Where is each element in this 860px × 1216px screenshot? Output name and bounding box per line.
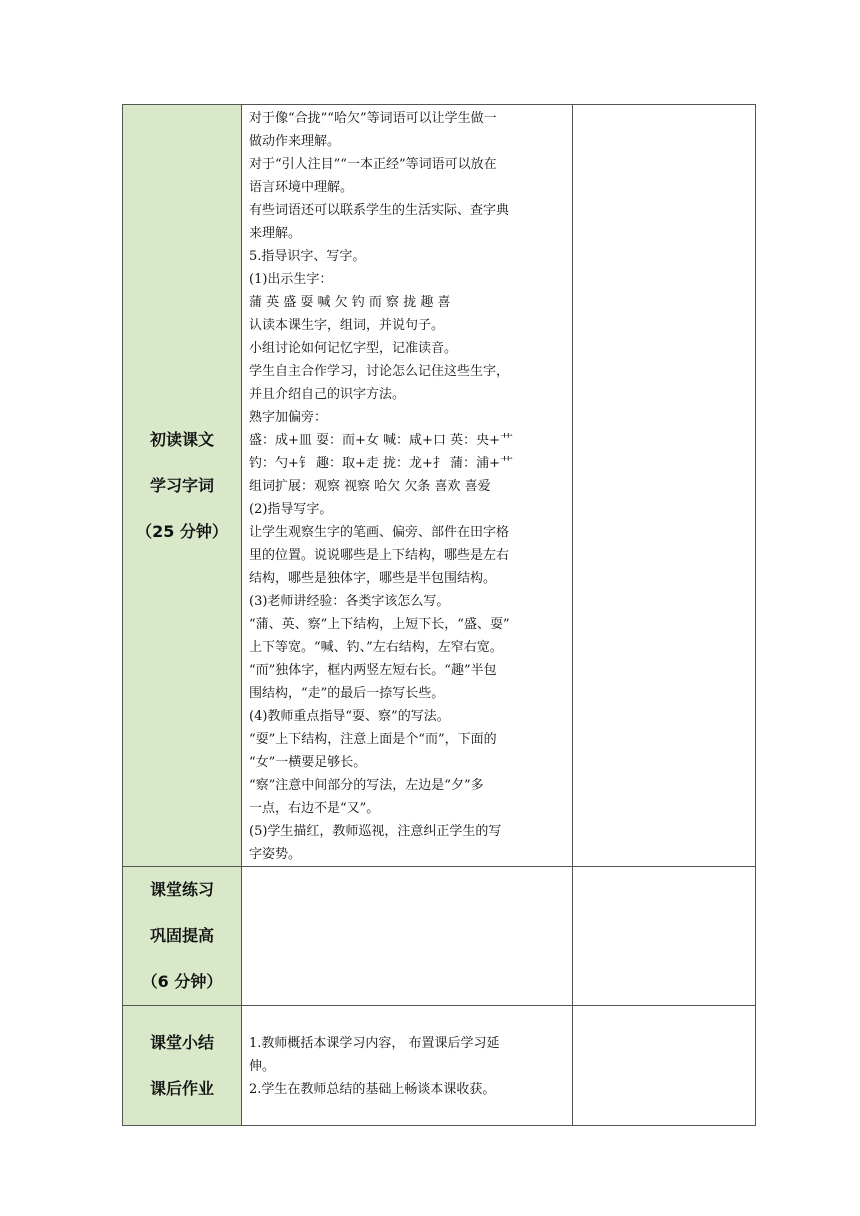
notes-cell — [573, 105, 756, 867]
section-label: 课堂小结 — [149, 1032, 214, 1052]
section-time: （6 分钟） — [141, 972, 223, 991]
content-line: 语言环境中理解。 — [249, 180, 354, 195]
activity-content-cell — [242, 867, 573, 1006]
content-line: 认读本课生字，组词，并说句子。 — [249, 318, 445, 333]
notes-cell — [573, 1006, 756, 1126]
content-line: 学生自主合作学习，讨论怎么记住这些生字， — [249, 364, 510, 379]
content-line: “耍”上下结构，注意上面是个“而”，下面的 — [249, 732, 497, 747]
notes-cell — [573, 867, 756, 1006]
activity-content-cell — [242, 1006, 573, 1126]
content-line: 有些词语还可以联系学生的生活实际、查字典 — [249, 203, 510, 218]
content-line: (1)出示生字： — [249, 272, 333, 287]
table-row — [123, 105, 756, 867]
content-line: (2)指导写字。 — [249, 502, 333, 517]
table-row — [123, 1006, 756, 1126]
content-line: (3)老师讲经验：各类字该怎么写。 — [249, 594, 450, 609]
content-line: 里的位置。说说哪些是上下结构，哪些是左右 — [249, 548, 510, 563]
content-line: “而”独体字，框内两竖左短右长。“趣”半包 — [249, 663, 497, 678]
content-line: “女”一横要足够长。 — [249, 755, 367, 770]
section-label: 巩固提高 — [149, 926, 214, 945]
section-label-cell — [123, 105, 242, 867]
content-line: 做动作来理解。 — [249, 134, 341, 149]
content-line: 钓：勺+钅 趣：取+走 拢：龙+扌 蒲：浦+艹 — [249, 456, 513, 471]
content-line: 对于像“合拢”“哈欠”等词语可以让学生做一 — [249, 111, 497, 126]
content-line: 小组讨论如何记忆字型，记准读音。 — [249, 341, 458, 356]
content-line: 让学生观察生字的笔画、偏旁、部件在田字格 — [249, 525, 510, 540]
content-line: 字姿势。 — [249, 847, 302, 862]
content-line: 并且介绍自己的识字方法。 — [249, 387, 406, 402]
table-row — [123, 867, 756, 1006]
content-line: 围结构，“走”的最后一捺写长些。 — [249, 686, 445, 701]
content-line: 熟字加偏旁： — [249, 410, 328, 425]
content-line: 对于“引人注目”“一本正经”等词语可以放在 — [249, 157, 497, 172]
content-line: (4)教师重点指导“耍、察”的写法。 — [249, 709, 450, 724]
new-characters-line: 蒲 英 盛 耍 喊 欠 钓 而 察 拢 趣 喜 — [249, 295, 451, 310]
content-line: “蒲、英、察”上下结构，上短下长，“盛、耍” — [249, 617, 510, 632]
lesson-plan-table — [122, 104, 756, 1126]
content-line: 结构，哪些是独体字，哪些是半包围结构。 — [249, 571, 497, 586]
section-label-cell — [123, 867, 242, 1006]
section-label: 课堂练习 — [149, 880, 214, 899]
content-line: 2.学生在教师总结的基础上畅谈本课收获。 — [249, 1082, 496, 1097]
section-label: 学习字词 — [149, 475, 214, 495]
content-line: 5.指导识字、写字。 — [249, 249, 366, 264]
section-label: 课后作业 — [149, 1078, 214, 1098]
content-line: 上下等宽。“喊、钓、”左右结构，左窄右宽。 — [249, 640, 503, 655]
content-line: 盛：成+皿 耍：而+女 喊：咸+口 英：央+艹 — [249, 433, 513, 448]
content-line: “察”注意中间部分的写法，左边是“夕”多 — [249, 778, 484, 793]
content-line: 1.教师概括本课学习内容， 布置课后学习延 — [249, 1036, 500, 1051]
section-label-cell — [123, 1006, 242, 1126]
section-label: 初读课文 — [149, 429, 214, 449]
content-line: 伸。 — [249, 1059, 276, 1074]
section-time: （25 分钟） — [136, 521, 228, 541]
content-line: 组词扩展：观察 视察 哈欠 欠条 喜欢 喜爱 — [249, 479, 491, 494]
activity-content-cell — [242, 105, 573, 867]
content-line: 一点，右边不是“又”。 — [249, 801, 380, 816]
content-line: (5)学生描红，教师巡视，注意纠正学生的写 — [249, 824, 502, 839]
content-line: 来理解。 — [249, 226, 302, 241]
